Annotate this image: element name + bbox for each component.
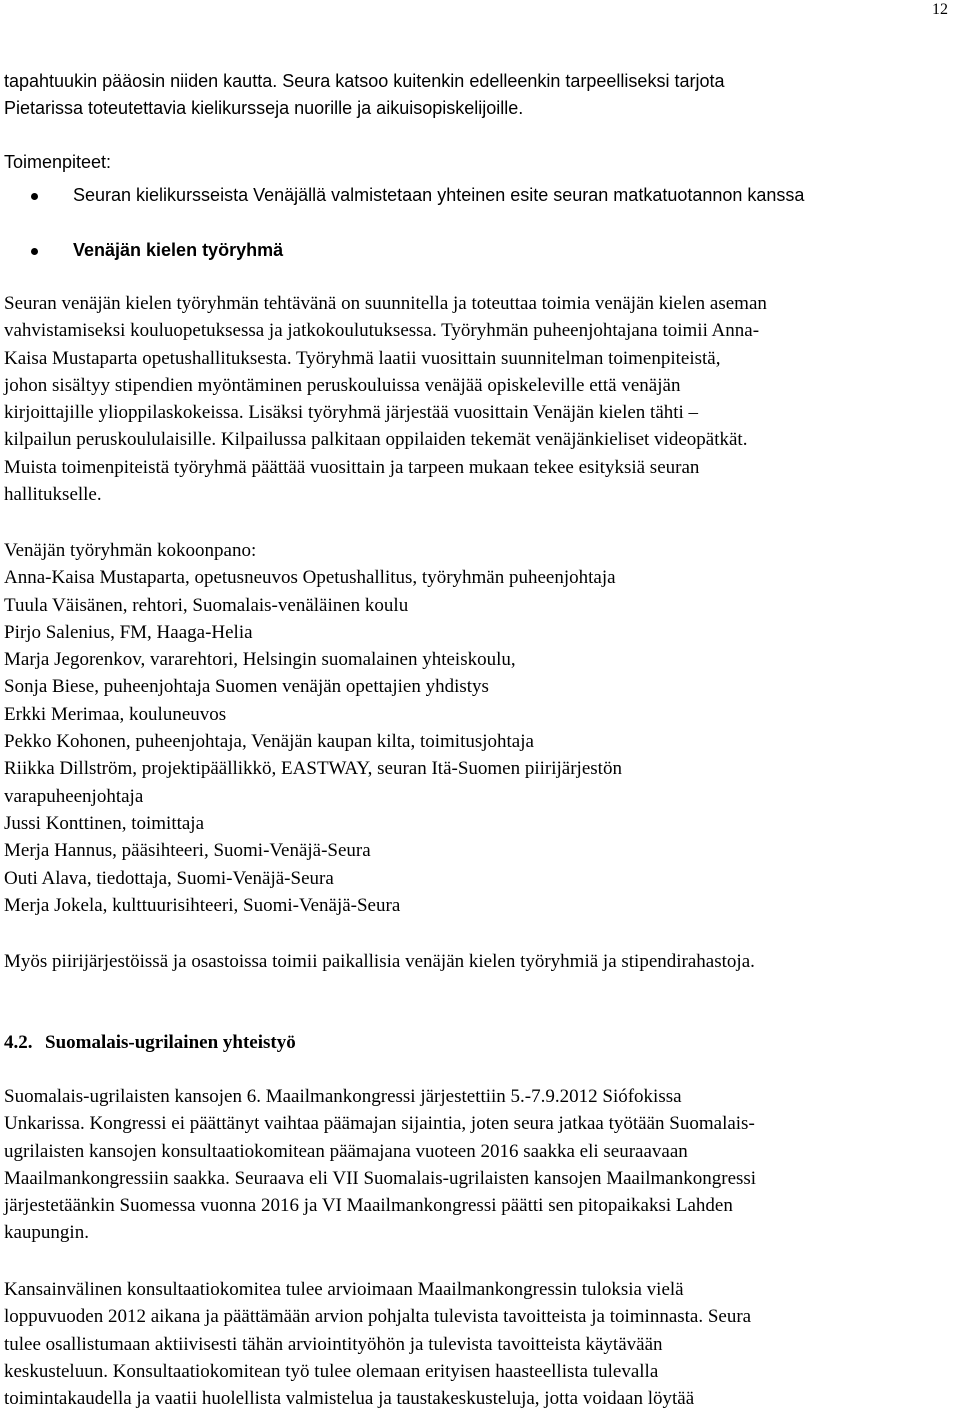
member-item: Marja Jegorenkov, vararehtori, Helsingin suomalainen yhteiskoulu, [4,649,516,671]
committee-paragraph [4,1276,954,1412]
intro-line: Pietarissa toteutettavia kielikursseja nuorille ja aikuisopiskelijoille. [4,98,524,119]
member-item: Merja Hannus, pääsihteeri, Suomi-Venäjä-Seura [4,840,371,862]
member-item: Sonja Biese, puheenjohtaja Suomen venäjän opettajien yhdistys [4,676,489,698]
measures-bullet [4,237,954,264]
paragraph-line: Suomalais-ugrilaisten kansojen 6. Maailmankongressi järjestettiin 5.-7.9.2012 Siófokissa [4,1086,682,1107]
member-item: Merja Jokela, kulttuurisihteeri, Suomi-Venäjä-Seura [4,894,401,916]
member-item: Pirjo Salenius, FM, Haaga-Helia [4,621,253,643]
member-list [4,564,954,919]
member-item: Tuula Väisänen, rehtori, Suomalais-venäläinen koulu [4,594,409,616]
measures-section [4,149,954,176]
measures-bullet [4,182,954,209]
member-item: Outi Alava, tiedottaja, Suomi-Venäjä-Seura [4,867,334,889]
measures-label: Toimenpiteet: [4,152,112,172]
member-item: Riikka Dillström, projektipäällikkö, EASTWAY, seuran Itä-Suomen piirijärjestön [4,758,622,780]
paragraph-line: ugrilaisten kansojen konsultaatiokomitean päämajana vuoteen 2016 saakka eli seuraavaan [4,1140,688,1162]
paragraph-line: Maailmankongressiin saakka. Seuraava eli VII Suomalais-ugrilaisten kansojen Maailmankongressi [4,1167,757,1189]
section-heading [4,1029,954,1056]
measures-bullet-list [4,182,954,209]
composition-section [4,537,954,919]
intro-line: tapahtuukin pääosin niiden kautta. Seura katsoo kuitenkin edelleenkin tarpeelliseksi tarjota [4,71,725,91]
member-item: Erkki Merimaa, kouluneuvos [4,703,227,725]
member-item: Pekko Kohonen, puheenjohtaja, Venäjän kaupan kilta, toimitusjohtaja [4,731,534,753]
paragraph-line: Muista toimenpiteistä työryhmä päättää vuosittain ja tarpeen mukaan tekee esityksiä seuran [4,456,700,478]
section-number: 4.2. [4,1032,33,1053]
measures-bullet-list [4,237,954,264]
paragraph-line: hallitukselle. [4,484,102,506]
paragraph-line: Myös piirijärjestöissä ja osastoissa toimii paikallisia venäjän kielen työryhmiä ja stipendirahastoja. [4,951,755,972]
paragraph-line: järjestetäänkin Suomessa vuonna 2016 ja VI Maailmankongressi päätti sen pitopaikaksi Lahden [4,1195,733,1217]
intro-paragraph [4,68,954,123]
paragraph-line: tulee osallistumaan aktiivisesti tähän arviointityöhön ja tulevista tavoitteista käytävään [4,1333,663,1355]
paragraph-line: loppuvuoden 2012 aikana ja päättämään arvion pohjalta tulevista tavoitteista ja toiminnasta. Seura [4,1306,752,1328]
paragraph-line: Kansainvälinen konsultaatiokomitea tulee arvioimaan Maailmankongressin tuloksia vielä [4,1279,684,1300]
member-item: Jussi Konttinen, toimittaja [4,812,205,834]
member-item: varapuheenjohtaja [4,785,144,807]
bullet-text: Venäjän kielen työryhmä [73,240,284,260]
paragraph-line: keskusteluun. Konsultaatiokomitean työ tulee olemaan erityisen haasteellista tulevalla [4,1360,659,1382]
workgroup-paragraph [4,290,954,508]
paragraph-line: kilpailun peruskoululaisille. Kilpailussa palkitaan oppilaiden tekemät venäjänkieliset videopätkät. [4,429,748,451]
local-groups-paragraph [4,948,954,975]
paragraph-line: Unkarissa. Kongressi ei päättänyt vaihtaa päämajan sijaintia, joten seura jatkaa työtään Suomalais- [4,1113,755,1135]
composition-label: Venäjän työryhmän kokoonpano: [4,540,257,561]
congress-paragraph [4,1083,954,1247]
page-number: 12 [932,1,948,18]
section-title: Suomalais-ugrilainen yhteistyö [45,1032,296,1053]
paragraph-line: kirjoittajille ylioppilaskokeissa. Lisäksi työryhmä järjestää vuosittain Venäjän kielen tähti – [4,402,699,424]
paragraph-line: toimintakaudella ja vaatii huolellista valmistelua ja taustakeskusteluja, jotta voidaan löytää [4,1388,695,1410]
paragraph-line: kaupungin. [4,1222,89,1244]
bullet-text: Seuran kielikursseista Venäjällä valmistetaan yhteinen esite seuran matkatuotannon kanssa [73,185,805,205]
paragraph-line: vahvistamiseksi kouluopetuksessa ja jatkokoulutuksessa. Työryhmän puheenjohtajana toimii Anna- [4,320,760,342]
paragraph-line: Kaisa Mustaparta opetushallituksesta. Työryhmä laatii vuosittain suunnitelman toimenpiteistä, [4,347,721,369]
member-item: Anna-Kaisa Mustaparta, opetusneuvos Opetushallitus, työryhmän puheenjohtaja [4,567,616,589]
bullet-icon [31,248,38,255]
paragraph-line: Seuran venäjän kielen työryhmän tehtävänä on suunnitella ja toteuttaa toimia venäjän kielen aseman [4,293,767,314]
bullet-icon [31,193,38,200]
paragraph-line: johon sisältyy stipendien myöntäminen peruskouluissa venäjää opiskeleville että venäjän [4,374,681,396]
